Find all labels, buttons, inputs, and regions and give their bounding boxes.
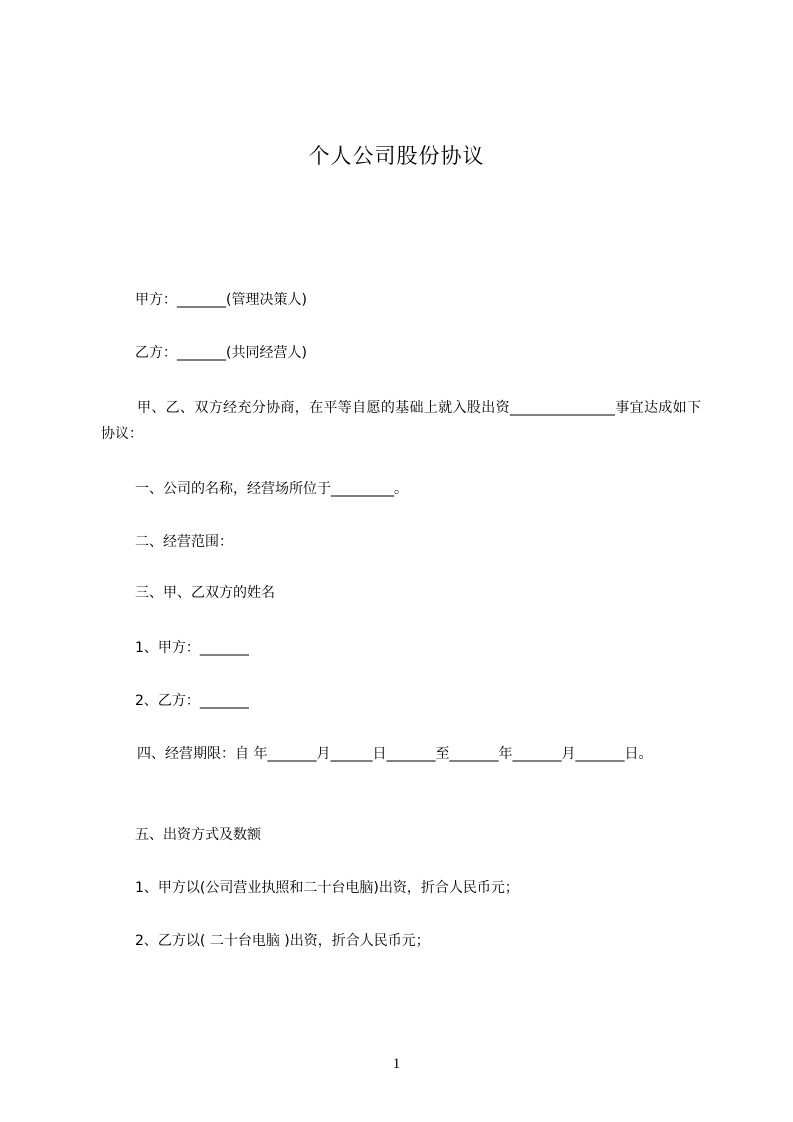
clause-3-party-names: 三、甲、乙双方的姓名 — [135, 585, 275, 601]
clause-3-party-b-name: 2、乙方：_______ — [135, 693, 249, 709]
clause-2-business-scope: 二、经营范围： — [135, 534, 233, 550]
intro-paragraph: 甲、乙、双方经充分协商，在平等自愿的基础上就入股出资_______________事宜达成如下协议： — [101, 400, 701, 442]
party-b-line: 乙方：_______(共同经营人) — [135, 345, 307, 361]
page-number: 1 — [392, 1056, 401, 1072]
clause-1-company-name: 一、公司的名称，经营场所位于_________。 — [135, 481, 408, 497]
clause-5-party-b-contribution: 2、乙方以( 二十台电脑 )出资，折合人民币元； — [135, 933, 430, 949]
clause-5-party-a-contribution: 1、甲方以(公司营业执照和二十台电脑)出资，折合人民币元； — [135, 880, 519, 896]
document-title: 个人公司股份协议 — [308, 144, 485, 168]
clause-4-business-term: 四、经营期限：自 年_______月______日_______至_______年_______月_______日。 — [137, 746, 653, 762]
clause-5-contribution: 五、出资方式及数额 — [135, 827, 261, 843]
clause-3-party-a-name: 1、甲方：_______ — [135, 640, 249, 656]
party-a-line: 甲方：_______(管理决策人) — [135, 292, 307, 308]
